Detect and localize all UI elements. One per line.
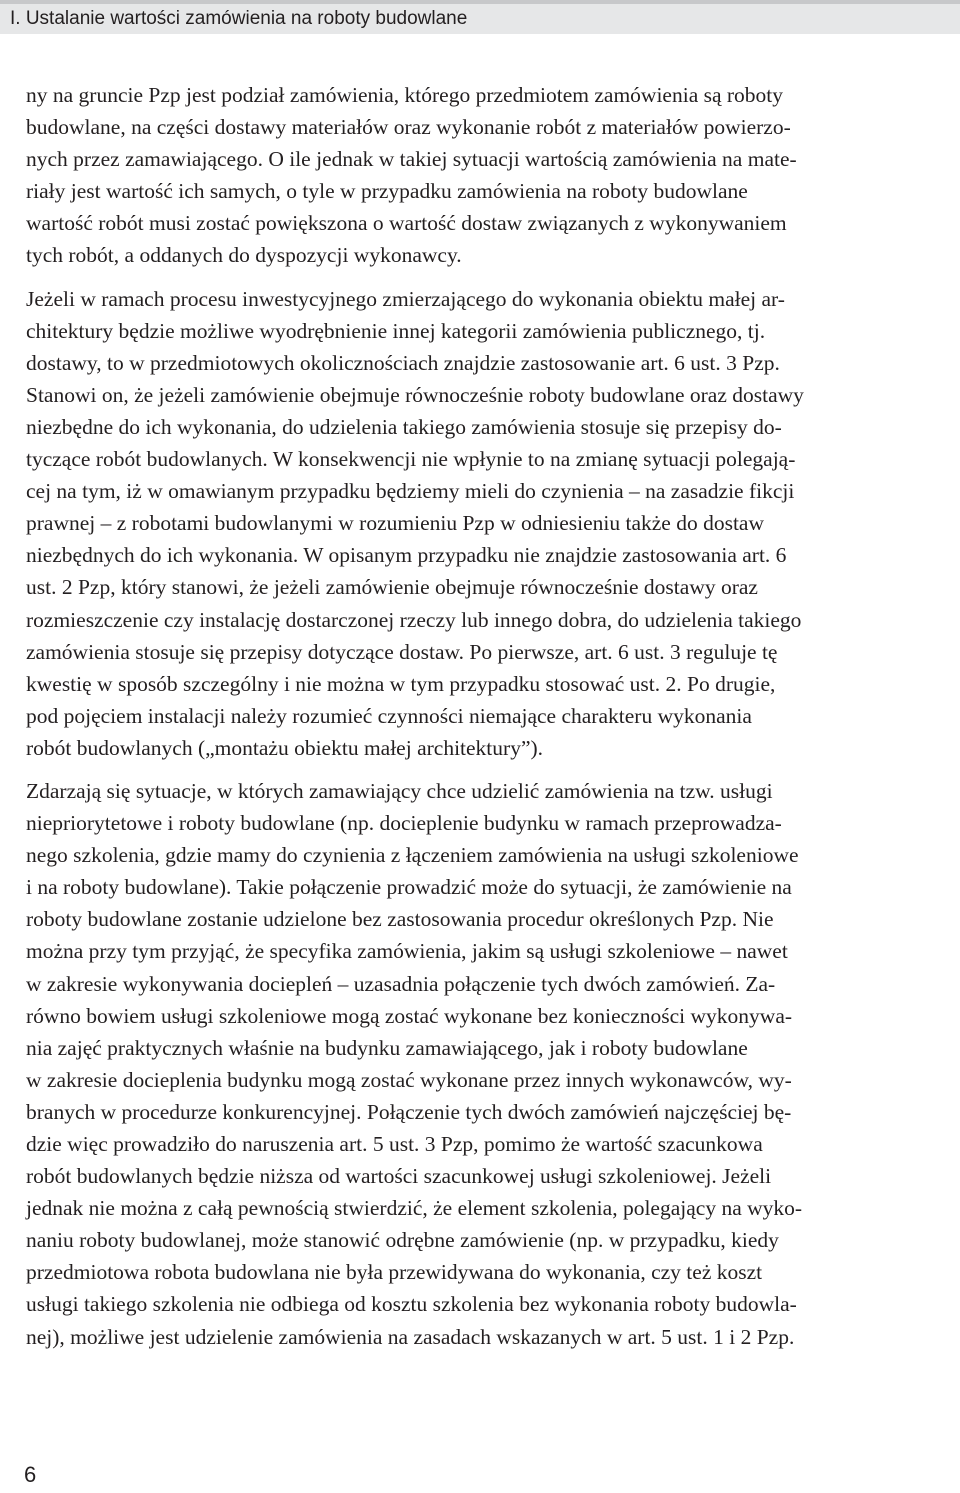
paragraph-3 [26,775,954,1353]
text-line: można przy tym przyjąć, że specyfika zamówienia, jakim są usługi szkoleniowe – nawet [26,939,788,964]
text-line: robót budowlanych będzie niższa od wartości szacunkowej usługi szkoleniowej. Jeżeli [26,1164,772,1189]
text-line: branych w procedurze konkurencyjnej. Połączenie tych dwóch zamówień najczęściej bę- [26,1099,792,1124]
running-header [0,4,960,34]
text-line: i na roboty budowlane). Takie połączenie prowadzić może do sytuacji, że zamówienie na [26,875,792,900]
page-number: 6 [24,1462,37,1487]
text-line: kwestię w sposób szczególny i nie można w tym przypadku stosować ust. 2. Po drugie, [26,671,776,696]
text-line: w zakresie wykonywania dociepleń – uzasadnia połączenie tych dwóch zamówień. Za- [26,971,776,996]
text-line: Zdarzają się sytuacje, w których zamawiający chce udzielić zamówienia na tzw. usługi [26,778,773,803]
text-line: roboty budowlane zostanie udzielone bez zastosowania procedur określonych Pzp. Nie [26,907,774,932]
paragraph-1 [26,79,954,272]
text-line: niezbędne do ich wykonania, do udzielenia takiego zamówienia stosuje się przepisy do- [26,414,782,439]
text-line: nego szkolenia, gdzie mamy do czynienia z łączeniem zamówienia na usługi szkoleniowe [26,843,799,868]
text-line: nych przez zamawiającego. O ile jednak w takiej sytuacji wartością zamówienia na mate- [26,147,797,172]
text-line: budowlane, na części dostawy materiałów oraz wykonanie robót z materiałów powierzo- [26,115,791,140]
text-line: przedmiotowa robota budowlana nie była przewidywana do wykonania, czy też koszt [26,1260,763,1285]
text-line: nia zajęć praktycznych właśnie na budynku zamawiającego, jak i roboty budowlane [26,1035,748,1060]
text-line: riały jest wartość ich samych, o tyle w przypadku zamówienia na roboty budowlane [26,179,748,204]
chapter-title: I. Ustalanie wartości zamówienia na roboty budowlane [10,8,468,29]
text-line: dzie więc prowadziło do naruszenia art. 5 ust. 3 Pzp, pomimo że wartość szacunkowa [26,1132,763,1156]
text-line: prawnej – z robotami budowlanymi w rozumieniu Pzp w odniesieniu także do dostaw [26,511,765,536]
text-line: ny na gruncie Pzp jest podział zamówienia, którego przedmiotem zamówienia są roboty [26,83,784,107]
text-line: niepriorytetowe i roboty budowlane (np. docieplenie budynku w ramach przeprowadza- [26,811,782,836]
text-line: rozmieszczenie czy instalację dostarczonej rzeczy lub innego dobra, do udzielenia takiego [26,607,802,632]
text-line: Stanowi on, że jeżeli zamówienie obejmuje równocześnie roboty budowlane oraz dostawy [26,382,804,407]
text-line: ust. 2 Pzp, który stanowi, że jeżeli zamówienie obejmuje równocześnie dostawy oraz [26,575,758,600]
body-text [26,79,954,1364]
text-line: jednak nie można z całą pewnością stwierdzić, że element szkolenia, polegający na wyko- [26,1196,803,1221]
text-line: naniu roboty budowlanej, może stanowić odrębne zamówienie (np. w przypadku, kiedy [26,1228,779,1253]
text-line: cej na tym, iż w omawianym przypadku będziemy mieli do czynienia – na zasadzie fikcji [26,479,795,504]
text-line: usługi takiego szkolenia nie odbiega od kosztu szkolenia bez wykonania roboty budowla- [26,1292,797,1317]
text-line: Jeżeli w ramach procesu inwestycyjnego zmierzającego do wykonania obiektu małej ar- [26,286,785,311]
text-line: wartość robót musi zostać powiększona o wartość dostaw związanych z wykonywaniem [26,211,787,236]
text-line: zamówienia stosuje się przepisy dotyczące dostaw. Po pierwsze, art. 6 ust. 3 reguluje tę [26,639,778,664]
text-line: tyczące robót budowlanych. W konsekwencji nie wpłynie to na zmianę sytuacji polegają- [26,447,796,472]
paragraph-2 [26,283,954,764]
text-line: robót budowlanych („montażu obiektu małej architektury”). [26,735,544,760]
text-line: równo bowiem usługi szkoleniowe mogą zostać wykonane bez konieczności wykonywa- [26,1003,793,1028]
text-line: dostawy, to w przedmiotowych okolicznościach znajdzie zastosowanie art. 6 ust. 3 Pzp. [26,350,780,375]
text-line: tych robót, a oddanych do dyspozycji wykonawcy. [26,243,462,268]
text-line: w zakresie docieplenia budynku mogą zostać wykonane przez innych wykonawców, wy- [26,1067,792,1092]
text-line: chitektury będzie możliwe wyodrębnienie innej kategorii zamówienia publicznego, tj. [26,318,766,343]
text-line: pod pojęciem instalacji należy rozumieć czynności niemające charakteru wykonania [26,703,752,728]
text-line: nej), możliwe jest udzielenie zamówienia na zasadach wskazanych w art. 5 ust. 1 i 2 Pzp. [26,1324,795,1349]
text-line: niezbędnych do ich wykonania. W opisanym przypadku nie znajdzie zastosowania art. 6 [26,543,787,568]
